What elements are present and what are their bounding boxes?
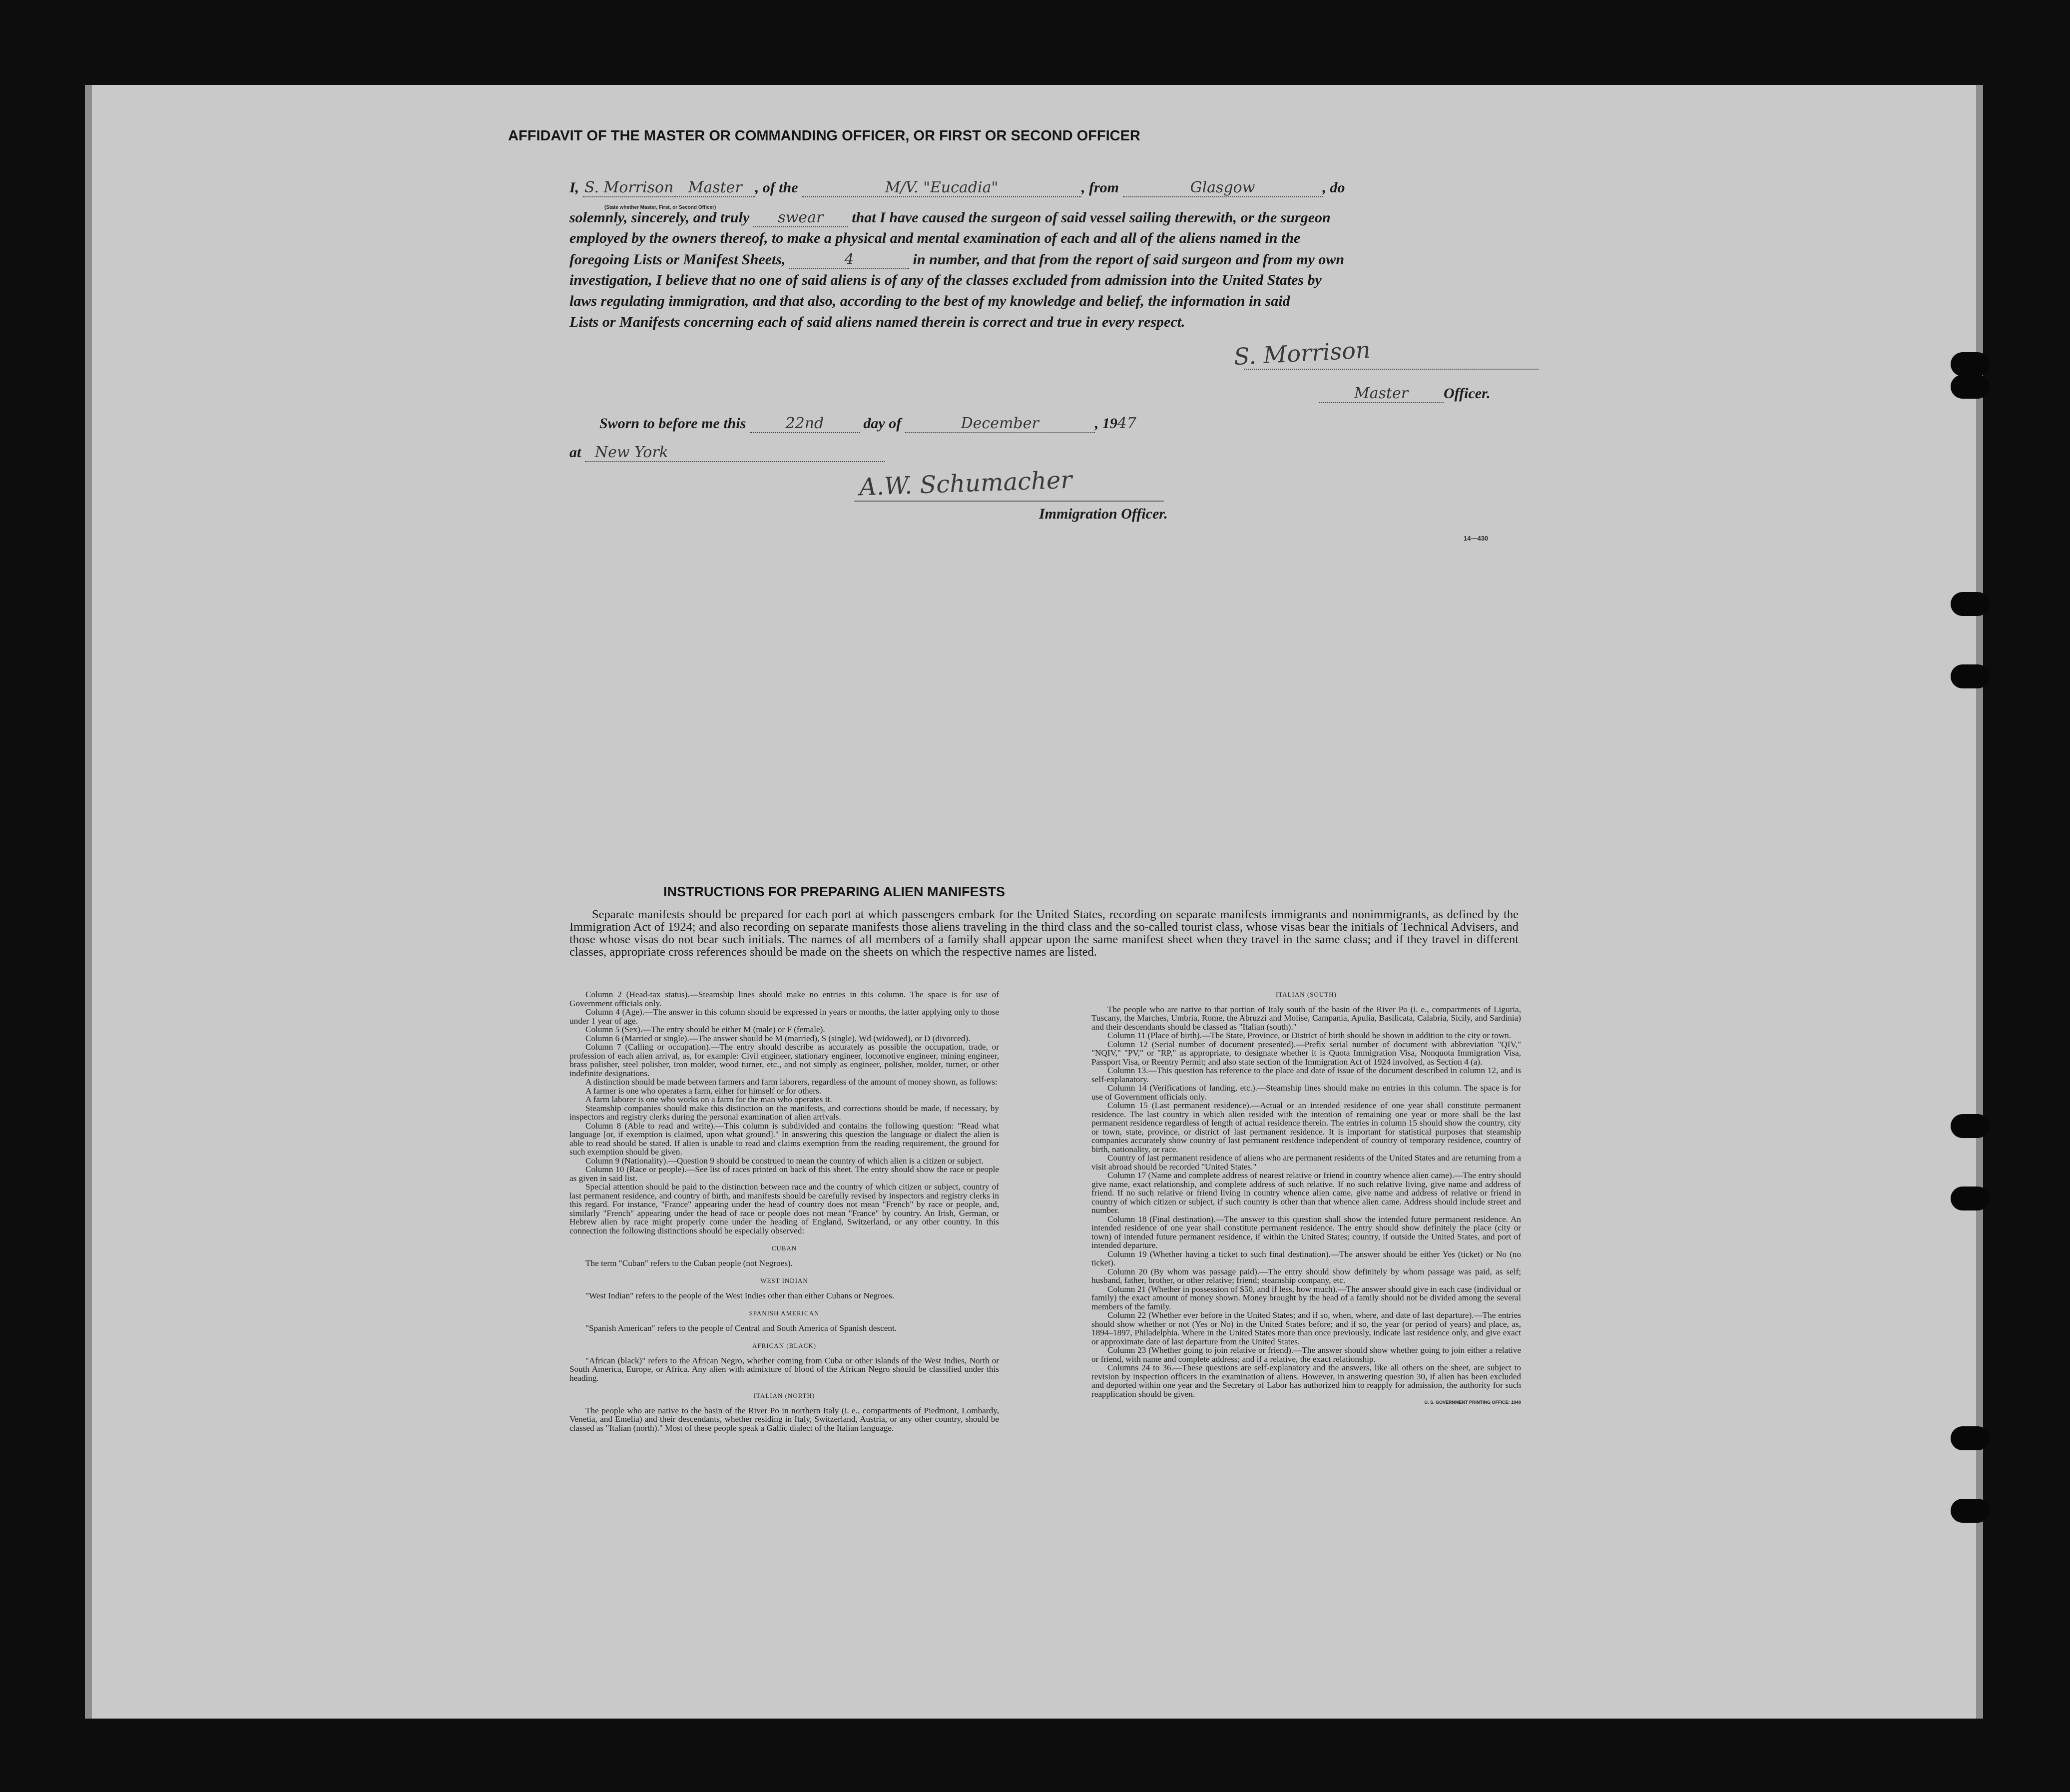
- page-right-edge: [1976, 85, 1983, 1719]
- handwritten-name: S. Morrison: [583, 179, 675, 197]
- handwritten-port: Glasgow: [1123, 179, 1323, 197]
- section-heading: AFRICAN (BLACK): [752, 1342, 817, 1349]
- handwritten-swear: swear: [753, 209, 848, 227]
- instruction-paragraph: Column 18 (Final destination).—The answer to this question shall show the intended future permanent residence. An intended residence of one year shall constitute permanent residence. The entry should show definitely the place (city or town) of intended future permanent residence, if within the United States; country, if outside the United States, and port of intended departure.: [1091, 1214, 1521, 1250]
- instruction-paragraph: The term "Cuban" refers to the Cuban people (not Negroes).: [585, 1258, 793, 1268]
- affidavit-line-7: Lists or Manifests concerning each of said aliens named therein is correct and true in every respect.: [569, 314, 1185, 330]
- affidavit-line-3: employed by the owners thereof, to make a physical and mental examination of each and all of the aliens named in the: [569, 230, 1301, 246]
- instruction-paragraph: A farm laborer is one who works on a farm for the man who operates it.: [585, 1095, 832, 1104]
- section-heading: WEST INDIAN: [760, 1277, 808, 1284]
- at-row: at New York: [569, 444, 885, 462]
- handwritten-count: 4: [789, 251, 909, 269]
- instruction-paragraph: Column 5 (Sex).—The entry should be either M (male) or F (female).: [585, 1025, 825, 1034]
- instruction-paragraph: Column 9 (Nationality).—Question 9 should be construed to mean the country of which alien is a citizen or subject.: [585, 1156, 984, 1166]
- handwritten-officer-rank: Master: [1319, 385, 1444, 403]
- instruction-paragraph: Column 10 (Race or people).—See list of races printed on back of this sheet. The entry should show the race or people as given in said list.: [569, 1165, 999, 1183]
- instruction-paragraph: Column 7 (Calling or occupation).—The entry should describe as accurately as possible the occupation, trade, or profession of each alien arrival, as, for example: Civil engineer, stationary engineer, locomotive engineer, mining engineer, brass polisher, steel polisher, iron molder, wood turner, etc., and not simply as engineer, polisher, molder, turner, or other indefinite designations.: [569, 1042, 999, 1078]
- section-heading: CUBAN: [771, 1244, 797, 1252]
- officer-row: Master Officer.: [1319, 385, 1491, 403]
- instruction-paragraph: Column 8 (Able to read and write).—This column is subdivided and contains the following question: "Read what language [or, if exemption is claimed, upon what ground]." In answering this question the language or dialect the alien is able to read should be stated. If alien is unable to read and claims exemption from the reading requirement, the ground for such exemption should be given.: [569, 1121, 999, 1157]
- instruction-paragraph: Column 15 (Last permanent residence).—Actual or an intended residence of one year shall constitute permanent residence. The last country in which alien resided with the intention of remaining one year or more shall be the last permanent residence regardless of length of actual residence therein. The entries in column 15 should show the country, city or town, state, province, or district of last permanent residence. It is important for statistical purposes that steamship companies accurately show country of last permanent residence independent of country of temporary residence, country of birth, nationality, or race.: [1091, 1101, 1521, 1154]
- instruction-paragraph: Steamship companies should make this distinction on the manifests, and corrections should be made, if necessary, by inspectors and registry clerks during the personal examination of alien arrivals.: [569, 1103, 999, 1122]
- affidavit-title: AFFIDAVIT OF THE MASTER OR COMMANDING OFFICER, OR FIRST OR SECOND OFFICER: [508, 128, 1140, 144]
- binder-hole: [1951, 1114, 1990, 1138]
- instructions-right-column: [1091, 990, 1521, 1407]
- instruction-paragraph: "West Indian" refers to the people of the West Indies other than either Cubans or Negroes.: [585, 1290, 895, 1300]
- instruction-paragraph: Column 23 (Whether going to join relative or friend).—The answer should show whether going to join either a relative or friend, with name and complete address; and if a relative, the exact relationship.: [1091, 1345, 1521, 1364]
- handwritten-month: December: [905, 415, 1095, 433]
- section-heading: ITALIAN (SOUTH): [1276, 991, 1337, 998]
- instruction-paragraph: Column 11 (Place of birth).—The State, Province, or District of birth should be shown in addition to the city or town.: [1107, 1031, 1512, 1040]
- master-signature: S. Morrison: [1233, 336, 1371, 371]
- manifest-page: [85, 85, 1983, 1719]
- binder-hole: [1951, 375, 1990, 399]
- affidavit-line-1: I, S. Morrison Master , of the M/V. "Eucadia" , from Glasgow , do: [569, 179, 1345, 196]
- immigration-officer-label: Immigration Officer.: [1039, 506, 1168, 522]
- instruction-paragraph: The people who are native to that portion of Italy south of the basin of the River Po (i. e., compartments of Liguria, Tuscany, the Marches, Umbria, Rome, the Abruzzi and Molise, Campania, Apulia, Basilicata, Calabria, Sicily, and Sardinia) and their descendants should be classed as "Italian (south).": [1091, 1004, 1521, 1032]
- instruction-paragraph: A farmer is one who operates a farm, either for himself or for others.: [585, 1086, 822, 1096]
- instruction-paragraph: Country of last permanent residence of aliens who are permanent residents of the United States and are returning from a visit abroad should be recorded "United States.": [1091, 1153, 1521, 1172]
- handwritten-year: 47: [1117, 415, 1136, 432]
- instructions-intro: Separate manifests should be prepared for each port at which passengers embark for the United States, recording on separate manifests immigrants and nonimmigrants, as defined by the Immigration Act of 1924; and also recording on separate manifests those aliens traveling in the third class and the so-called tourist class, whose visas bear the initials of Technical Advisers, and those whose visas do not bear such initials. The names of all members of a family shall appear upon the same manifest sheet when they travel in the same class; and if they travel in different classes, appropriate cross references should be made on the sheets on which the respective names are listed.: [569, 908, 1519, 959]
- instruction-paragraph: Column 17 (Name and complete address of nearest relative or friend in country whence alien came).—The entry should give name, exact relationship, and complete address of such relative. If no such relative living, give name and address of friend. If no such relative or friend living in country whence alien came, give name and address of relative or friend in country of which citizen or subject, if such country is other than that whence alien came. Address should include street and number.: [1091, 1171, 1521, 1215]
- printer-note: U. S. GOVERNMENT PRINTING OFFICE: 1940: [1424, 1400, 1521, 1405]
- binder-hole: [1951, 664, 1990, 688]
- binder-hole: [1951, 1187, 1990, 1210]
- immigration-officer-signature: A.W. Schumacher: [859, 466, 1073, 502]
- affidavit-line-2: solemnly, sincerely, and truly swear that I have caused the surgeon of said vessel sailing therewith, or the surgeon: [569, 209, 1331, 226]
- page-left-edge: [85, 85, 92, 1719]
- instruction-paragraph: Columns 24 to 36.—These questions are self-explanatory and the answers, like all others on the sheet, are subject to revision by inspection officers in the examination of aliens. However, in answering question 30, if alien has been excluded and deported within one year and the Secretary of Labor has authorized him to reapply for admission, the authority for such reapplication should be given.: [1091, 1363, 1521, 1399]
- sworn-row: Sworn to before me this 22nd day of December , 1947: [599, 415, 1136, 432]
- binder-hole: [1951, 1499, 1990, 1523]
- instruction-paragraph: Column 4 (Age).—The answer in this column should be expressed in years or months, the latter applying only to those under 1 year of age.: [569, 1007, 999, 1026]
- instruction-paragraph: "African (black)" refers to the African Negro, whether coming from Cuba or other islands of the West Indies, North or South America, Europe, or Africa. Any alien with admixture of blood of the African Negro should be classified under this heading.: [569, 1355, 999, 1383]
- section-heading: SPANISH AMERICAN: [749, 1309, 820, 1317]
- handwritten-day: 22nd: [750, 415, 860, 433]
- instruction-paragraph: Column 13.—This question has reference to the place and date of issue of the document described in column 12, and is self-explanatory.: [1091, 1066, 1521, 1084]
- instruction-paragraph: Column 22 (Whether ever before in the United States; and if so, when, where, and date of last departure).—The entries should show whether or not (Yes or No) in the United States before; and if so, the year (or period of years) and place, as, 1894–1897, Philadelphia. Where in the United States more than once previously, indicate last residence only, and give exact or approximate date of last departure from the United States.: [1091, 1310, 1521, 1346]
- instruction-paragraph: Column 20 (By whom was passage paid).—The entry should show definitely by whom passage was paid, as self; husband, father, brother, or other relative; friend; steamship company, etc.: [1091, 1266, 1521, 1285]
- instruction-paragraph: A distinction should be made between farmers and farm laborers, regardless of the amount of money shown, as follows:: [585, 1077, 998, 1087]
- instruction-paragraph: Column 21 (Whether in possession of $50, and if less, how much).—The answer should give in each case (individual or family) the exact amount of money shown. Money brought by the head of a family should not be divided among the several members of the family.: [1091, 1284, 1521, 1311]
- instruction-paragraph: Column 12 (Serial number of document presented).—Prefix serial number of document with abbreviation "QIV," "NQIV," "PV," or "RP," as appropriate, to designate whether it is Quota Immigration Visa, Nonquota Immigration Visa, Passport Visa, or Reentry Permit; and also state section of the Immigration Act of 1924 involved, as Section 4 (a).: [1091, 1039, 1521, 1067]
- instructions-title: INSTRUCTIONS FOR PREPARING ALIEN MANIFESTS: [663, 884, 1006, 899]
- binder-hole: [1951, 1426, 1990, 1450]
- affidavit-line-4: foregoing Lists or Manifest Sheets, 4 in number, and that from the report of said surgeon and from my own: [569, 251, 1345, 268]
- rank-note: (State whether Master, First, or Second Officer): [604, 205, 716, 210]
- section-heading: ITALIAN (NORTH): [753, 1392, 815, 1399]
- instruction-paragraph: "Spanish American" refers to the people of Central and South America of Spanish descent.: [585, 1323, 897, 1333]
- instruction-paragraph: Column 6 (Married or single).—The answer should be M (married), S (single), Wd (widowed), or D (divorced).: [585, 1033, 971, 1043]
- instruction-paragraph: Special attention should be paid to the distinction between race and the country of which citizen or subject, country of last permanent residence, and country of birth, and manifests should be carefully revised by inspectors and registry clerks in this regard. For instance, "France" appearing under the head of country does not mean "French" by race or people, and, similarly "French" appearing under the head of race or people does not mean "France" by country. An Irish, German, or Hebrew alien by race might properly come under the heading of England, Switzerland, or any other country. In this connection the following distinctions should be especially observed:: [569, 1182, 999, 1235]
- binder-hole: [1951, 352, 1990, 376]
- instruction-paragraph: Column 19 (Whether having a ticket to such final destination).—The answer should be either Yes (ticket) or No (no ticket).: [1091, 1249, 1521, 1267]
- instruction-paragraph: The people who are native to the basin of the River Po in northern Italy (i. e., compartments of Piedmont, Lombardy, Venetia, and Emelia) and their descendants, whether residing in Italy, Switzerland, Austria, or any other country, should be classed as "Italian (north)." Most of these people speak a Gallic dialect of the Italian language.: [569, 1405, 999, 1433]
- immigration-officer-line: [854, 501, 1164, 502]
- form-number: 14—430: [1464, 535, 1489, 542]
- instruction-paragraph: Column 14 (Verifications of landing, etc.).—Steamship lines should make no entries in this column. The space is for use of Government officials only.: [1091, 1083, 1521, 1102]
- affidavit-line-6: laws regulating immigration, and that also, according to the best of my knowledge and belief, the information in said: [569, 293, 1290, 309]
- instruction-paragraph: Column 2 (Head-tax status).—Steamship lines should make no entries in this column. The space is for use of Government officials only.: [569, 990, 999, 1008]
- handwritten-rank: Master: [675, 179, 755, 197]
- handwritten-place: New York: [585, 444, 885, 462]
- handwritten-vessel: M/V. "Eucadia": [802, 179, 1081, 197]
- instructions-left-column: [569, 990, 999, 1432]
- affidavit-line-5: investigation, I believe that no one of said aliens is of any of the classes excluded from admission into the United States by: [569, 272, 1322, 288]
- binder-hole: [1951, 592, 1990, 616]
- master-signature-line: [1244, 369, 1539, 370]
